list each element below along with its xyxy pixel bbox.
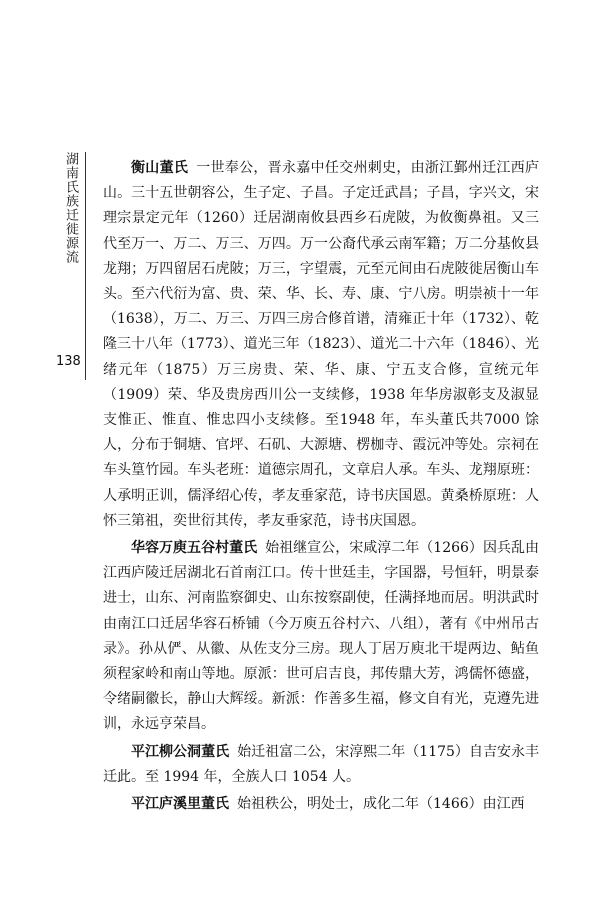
paragraph-pingjiang-liugongdong-dong [103,740,539,790]
paragraph-text: 始祖继宣公，宋咸淳二年（1266）因兵乱由江西庐陵迁居湖北石首南江口。传十世廷圭，字国器，号恒轩，明景泰进士，山东、河南监察御史、山东按察副使，任满择地而居。明洪武时由南江口迁居华容石桥铺（今万庾五谷村六、八组），著有《中州吊古录》。孙从俨、从徽、从佐支分三房。现人丁居万庾北干堤两边、鲇鱼须程家岭和南山等地。原派：世可启吉良，邦传鼎大芳，鸿儒怀德盛，令绪嗣徽长，静山大辉绥。新派：作善多生福，修文自有光，克遵先进训，永远亨荣昌。 [103,540,539,733]
clan-heading: 平江柳公洞董氏 [131,743,230,760]
clan-heading: 平江庐溪里董氏 [131,796,229,813]
paragraph-hengshan-dong [103,156,539,534]
paragraph-text: 一世奉公，晋永嘉中任交州刺史，由浙江鄞州迁江西庐山。三十五世朝容公，生子定、子昌。子定迁武昌；子昌，字兴文，宋理宗景定元年（1260）迁居湖南攸县西乡石虎陂，为攸衡鼻祖。又三代至万一、万二、万三、万四。万一公裔代承云南军籍；万二分基攸县龙翔；万四留居石虎陂；万三，字望震，元至元间由石虎陂徙居衡山车头。至六代衍为富、贵、荣、华、长、寿、康、宁八房。明崇祯十一年（1638），万二、万三、万四三房合修首谱，清雍正十年（1732）、乾隆三十八年（1773）、道光三年（1823）、道光二十六年（1846）、光绪元年（1875）万三房贵、荣、华、康、宁五支合修，宣统元年（1909）荣、华及贵房西川公一支续修，1938 年华房淑彰支及淑显支惟正、惟直、惟忠四小支续修。至1948 年，车头董氏共7000 馀人，分布于铜塘、官坪、石矶、大源塘、楞枷寺、霞沅冲等处。宗祠在车头篁竹园。车头老班：道德宗周孔，文章启人承。车头、龙翔原班：人承明正训，儒泽绍心传，孝友垂家范，诗书庆国恩。黄桑桥原班：人怀三第祖，奕世衍其传，孝友垂家范，诗书庆国恩。 [103,160,540,529]
running-title: 湖南氏族迁徙源流 [63,152,78,264]
body-text [103,156,539,817]
paragraph-pingjiang-luxili-dong [103,792,539,817]
page-number: 138 [56,354,81,369]
margin-rule [85,152,86,380]
clan-heading: 衡山董氏 [131,160,189,176]
paragraph-huarong-dong [103,536,539,738]
paragraph-text: 始祖秩公，明处士，成化二年（1466）由江西 [237,796,525,813]
paragraph-text: 始迁祖富二公，宋淳熙二年（1175）自吉安永丰迁此。至 1994 年，全族人口 1054 人。 [103,743,539,785]
clan-heading: 华容万庾五谷村董氏 [131,540,258,557]
